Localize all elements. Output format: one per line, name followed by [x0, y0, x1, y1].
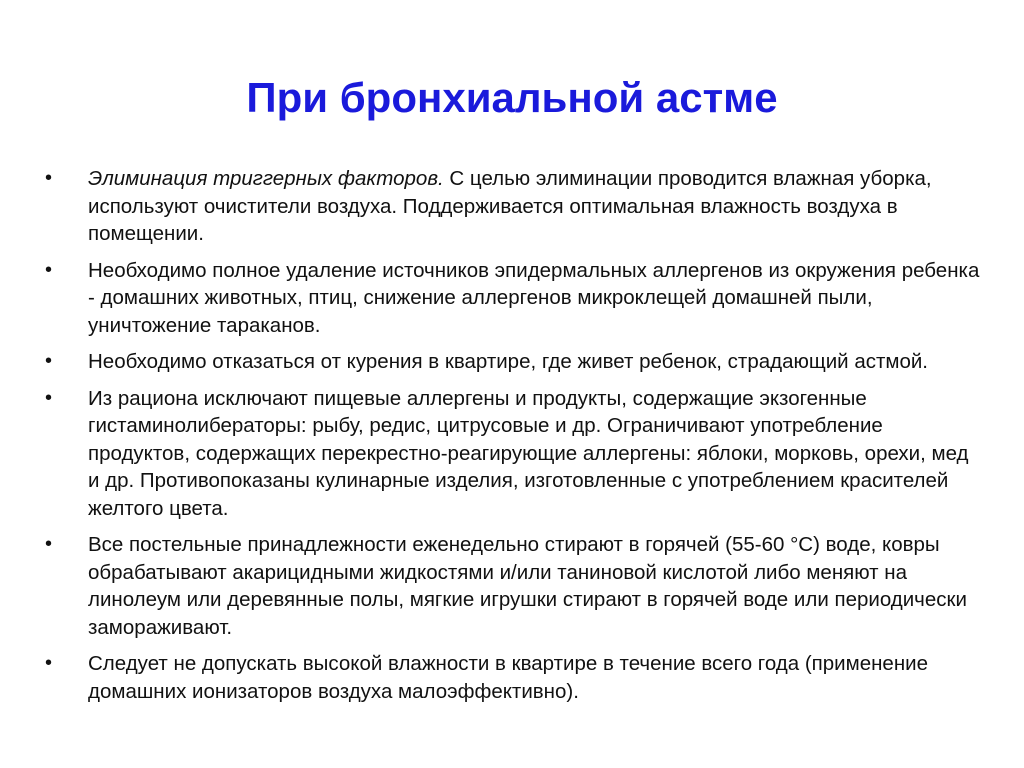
list-item-text: Необходимо полное удаление источников эпидермальных аллергенов из окружения ребенка - домашних животных, птиц, снижение аллергенов микроклещей домашней пыли, уничтожение тараканов.: [88, 258, 980, 337]
list-item: [45, 385, 980, 523]
bullet-icon: •: [45, 652, 53, 674]
bullet-icon: •: [45, 386, 53, 409]
list-item: [45, 165, 980, 248]
list-item-text: Все постельные принадлежности еженедельно стирают в горячей (55-60 °С) воде, ковры обрабатывают акарицидными жидкостями и/или таниновой кислотой либо меняют на линолеум или деревянные полы, мягкие игрушки стирают в горячей воде или периодически замораживают.: [88, 533, 967, 639]
slide-title: При бронхиальной астме: [246, 74, 778, 121]
list-item: [45, 257, 980, 340]
bullet-icon: •: [45, 350, 53, 372]
list-item: [45, 650, 980, 705]
list-item: [45, 348, 980, 376]
list-item-text: Следует не допускать высокой влажности в квартире в течение всего года (применение домашних ионизаторов воздуха малоэффективно).: [88, 652, 929, 703]
bullet-icon: •: [45, 533, 53, 555]
list-item-text: Из рациона исключают пищевые аллергены и продукты, содержащие экзогенные гистаминолибераторы: рыбу, редис, цитрусовые и др. Ограничивают употребление продуктов, содержащих перекрестно-реагирующие аллергены: яблоки, морковь, орехи, мед и др. Противопоказаны кулинарные изделия, изготовленные с употреблением красителей желтого цвета.: [88, 386, 969, 520]
bullet-icon: •: [45, 258, 53, 281]
list-item-text: С целью элиминации проводится влажная уборка, используют очистители воздуха. Поддерживается оптимальная влажность воздуха в помещении.: [88, 167, 932, 245]
list-item-lead: Элиминация триггерных факторов.: [88, 167, 444, 190]
list-item-text: Необходимо отказаться от курения в квартире, где живет ребенок, страдающий астмой.: [88, 350, 928, 373]
list-item: [45, 531, 980, 641]
bullet-icon: •: [45, 167, 53, 189]
bullet-list: [45, 165, 980, 714]
